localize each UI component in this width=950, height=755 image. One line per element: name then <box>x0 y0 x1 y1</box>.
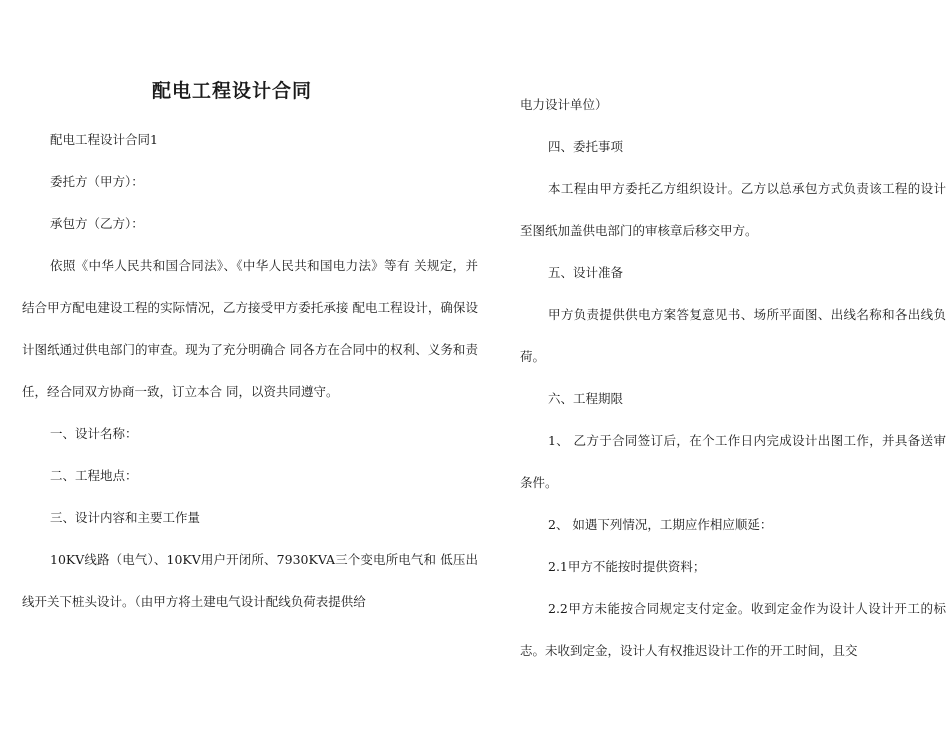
duration-clause-1: 1、 乙方于合同签订后，在个工作日内完成设计出图工作，并具备送审条件。 <box>520 433 946 490</box>
section-design-name: 一、设计名称： <box>50 426 138 441</box>
right-column <box>520 84 946 672</box>
section-project-duration: 六、工程期限 <box>548 391 624 406</box>
client-party-line: 委托方（甲方）： <box>50 174 144 189</box>
duration-clause-2-2: 2.2甲方未能按合同规定支付定金。收到定金作为设计人设计开工的标志。未收到定金，设计人有权推迟设计工作的开工时间，且交 <box>520 601 946 658</box>
contract-subtitle: 配电工程设计合同1 <box>50 132 158 147</box>
section-entrusted-matters: 四、委托事项 <box>548 139 624 154</box>
design-preparation-paragraph: 甲方负责提供供电方案答复意见书、场所平面图、出线名称和各出线负荷。 <box>520 307 946 364</box>
duration-clause-2-1: 2.1甲方不能按时提供资料； <box>548 559 706 574</box>
design-scope-paragraph: 10KV线路（电气）、10KV用户开闭所、7930KVA三个变电所电气和 低压出线开关下桩头设计。（由甲方将土建电气设计配线负荷表提供给 <box>22 552 478 609</box>
section-design-scope: 三、设计内容和主要工作量 <box>50 510 201 525</box>
entrusted-matters-paragraph: 本工程由甲方委托乙方组织设计。乙方以总承包方式负责该工程的设计至图纸加盖供电部门的审核章后移交甲方。 <box>520 181 946 238</box>
section-project-location: 二、工程地点： <box>50 468 138 483</box>
preamble-paragraph: 依照《中华人民共和国合同法》、《中华人民共和国电力法》等有 关规定，并结合甲方配电建设工程的实际情况，乙方接受甲方委托承接 配电工程设计，确保设计图纸通过供电部门的审查。现为了充分明确合 同各方在合同中的权利、义务和责任，经合同双方协商一致，订立本合 同，以资共同遵守。 <box>22 258 478 399</box>
duration-clause-2: 2、 如遇下列情况，工期应作相应顺延： <box>548 517 773 532</box>
document-title: 配电工程设计合同 <box>152 80 313 102</box>
section-design-preparation: 五、设计准备 <box>548 265 624 280</box>
left-column <box>22 119 478 623</box>
design-scope-continuation: 电力设计单位） <box>520 97 608 112</box>
contractor-party-line: 承包方（乙方）： <box>50 216 144 231</box>
